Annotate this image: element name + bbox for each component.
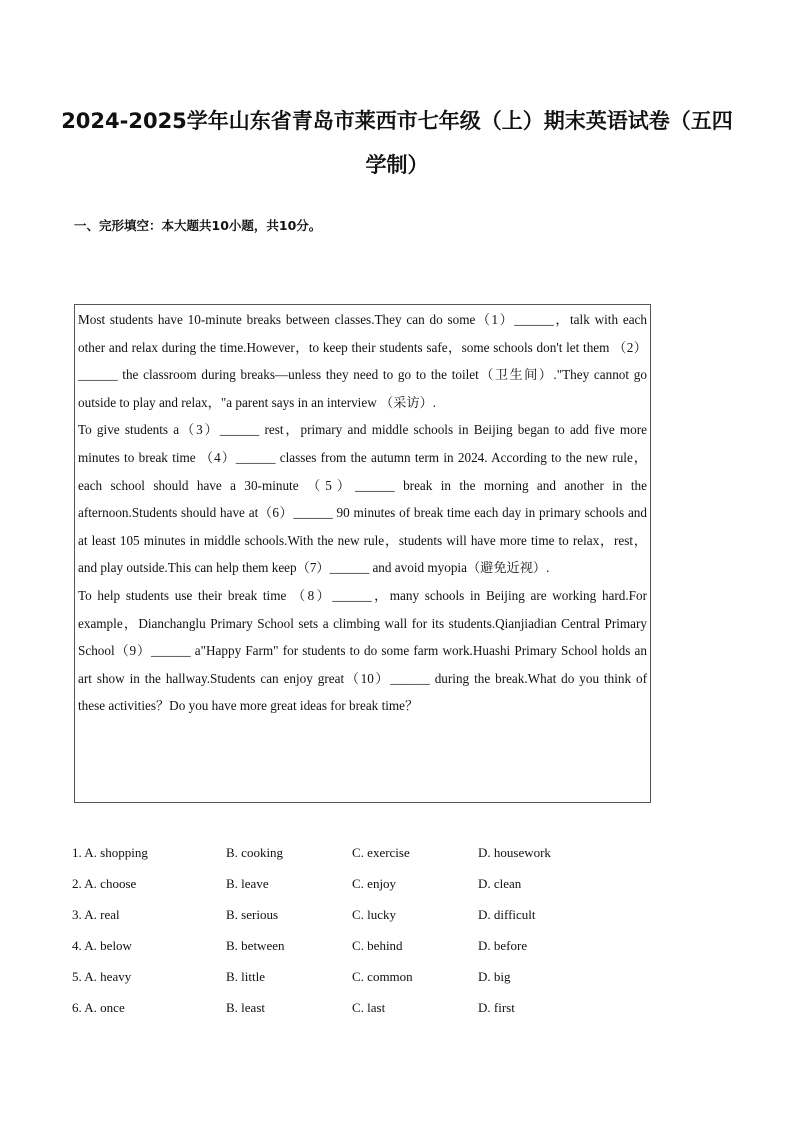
option-c: C. enjoy — [352, 876, 397, 892]
question-row — [72, 905, 692, 936]
option-b: B. little — [226, 969, 265, 985]
question-row — [72, 843, 692, 874]
option-c: C. lucky — [352, 907, 397, 923]
passage-paragraph-1: Most students have 10-minute breaks between classes.They can do some（1）______，talk with each other and relax during the time.However，to keep their students safe，some schools don't let them （2）______ the classroom during breaks—unless they need to go to the toilet（卫生间）."They cannot go outside to play and relax，"a parent says in an interview （采访）. — [78, 312, 647, 410]
question-row — [72, 967, 692, 998]
cloze-passage-box — [74, 304, 651, 803]
option-c: C. common — [352, 969, 413, 985]
question-row — [72, 936, 692, 967]
option-b: B. least — [226, 1000, 265, 1016]
passage-paragraph-3: To help students use their break time （8）______，many schools in Beijing are working hard.For example，Dianchanglu Primary School sets a climbing wall for its students.Qianjiadian Central Primary School（9）______ a"Happy Farm" for students to do some farm work.Huashi Primary School holds an art show in the hallway.Students can enjoy great（10）______ during the break.What do you think of these activities？Do you have more great ideas for break time？ — [78, 587, 647, 714]
question-row — [72, 874, 692, 905]
option-b: B. leave — [226, 876, 269, 892]
option-a: 5. A. heavy — [72, 969, 132, 985]
passage-paragraph-2: To give students a（3）______ rest，primary and middle schools in Beijing began to add five more minutes to break time （4）______ classes from the autumn term in 2024. According to the new rule，each school should have a 30-minute （5）______ break in the morning and another in the afternoon.Students should have at（6）______ 90 minutes of break time each day in primary schools and at least 105 minutes in middle schools.With the new rule，students will have more time to relax，rest，and play outside.This can help them keep（7）______ and avoid myopia（避免近视）. — [78, 422, 647, 576]
option-d: D. housework — [478, 845, 551, 860]
option-a: 3. A. real — [72, 907, 120, 923]
option-a: 4. A. below — [72, 938, 132, 954]
option-d: D. difficult — [478, 907, 536, 923]
option-a: 1. A. shopping — [72, 845, 148, 860]
option-b: B. serious — [226, 907, 278, 923]
exam-title: 2024-2025学年山东省青岛市莱西市七年级（上）期末英语试卷（五四学制） — [61, 109, 733, 177]
answer-options — [72, 843, 692, 1030]
option-b: B. cooking — [226, 845, 284, 860]
option-a: 2. A. choose — [72, 876, 137, 892]
section-heading: 一、完形填空：本大题共10小题，共10分。 — [74, 218, 322, 233]
option-d: D. first — [478, 1000, 515, 1016]
option-c: C. last — [352, 1000, 386, 1016]
option-b: B. between — [226, 938, 285, 954]
option-d: D. before — [478, 938, 528, 954]
question-row — [72, 998, 692, 1029]
option-d: D. big — [478, 969, 511, 985]
option-d: D. clean — [478, 876, 522, 892]
option-a: 6. A. once — [72, 1000, 125, 1016]
option-c: C. exercise — [352, 845, 410, 860]
option-c: C. behind — [352, 938, 403, 954]
